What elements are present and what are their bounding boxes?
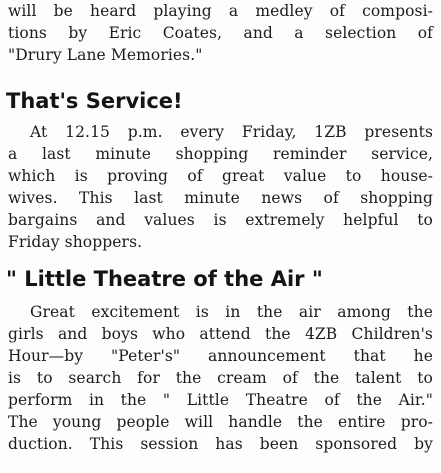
section-1-line-3: which is proving of great value to house- xyxy=(8,167,433,185)
section-heading-little-theatre: " Little Theatre of the Air " xyxy=(6,267,323,291)
section-1-line-5: bargains and values is extremely helpful to xyxy=(8,211,433,229)
section-2-line-1: Great excitement is in the air among the xyxy=(30,303,433,321)
section-1-line-2: a last minute shopping reminder service, xyxy=(8,145,433,163)
section-2-line-6: The young people will handle the entire pro- xyxy=(8,413,433,431)
section-2-line-2: girls and boys who attend the 4ZB Children's xyxy=(8,325,433,343)
section-1-line-4: wives. This last minute news of shopping xyxy=(8,189,433,207)
paragraph-1-line-1: will be heard playing a medley of composi- xyxy=(8,2,433,20)
section-2-line-3: Hour—by "Peter's" announcement that he xyxy=(8,347,433,365)
paragraph-1-line-3: "Drury Lane Memories." xyxy=(8,46,203,64)
section-2-line-4: is to search for the cream of the talent to xyxy=(8,369,433,387)
section-2-line-5: perform in the " Little Theatre of the Air." xyxy=(8,391,433,409)
section-2-line-7: duction. This session has been sponsored by xyxy=(8,435,433,453)
section-heading-thats-service: That's Service! xyxy=(6,89,183,113)
section-1-line-1: At 12.15 p.m. every Friday, 1ZB presents xyxy=(30,123,433,141)
paragraph-1-line-2: tions by Eric Coates, and a selection of xyxy=(8,24,433,42)
section-1-line-6: Friday shoppers. xyxy=(8,233,143,251)
